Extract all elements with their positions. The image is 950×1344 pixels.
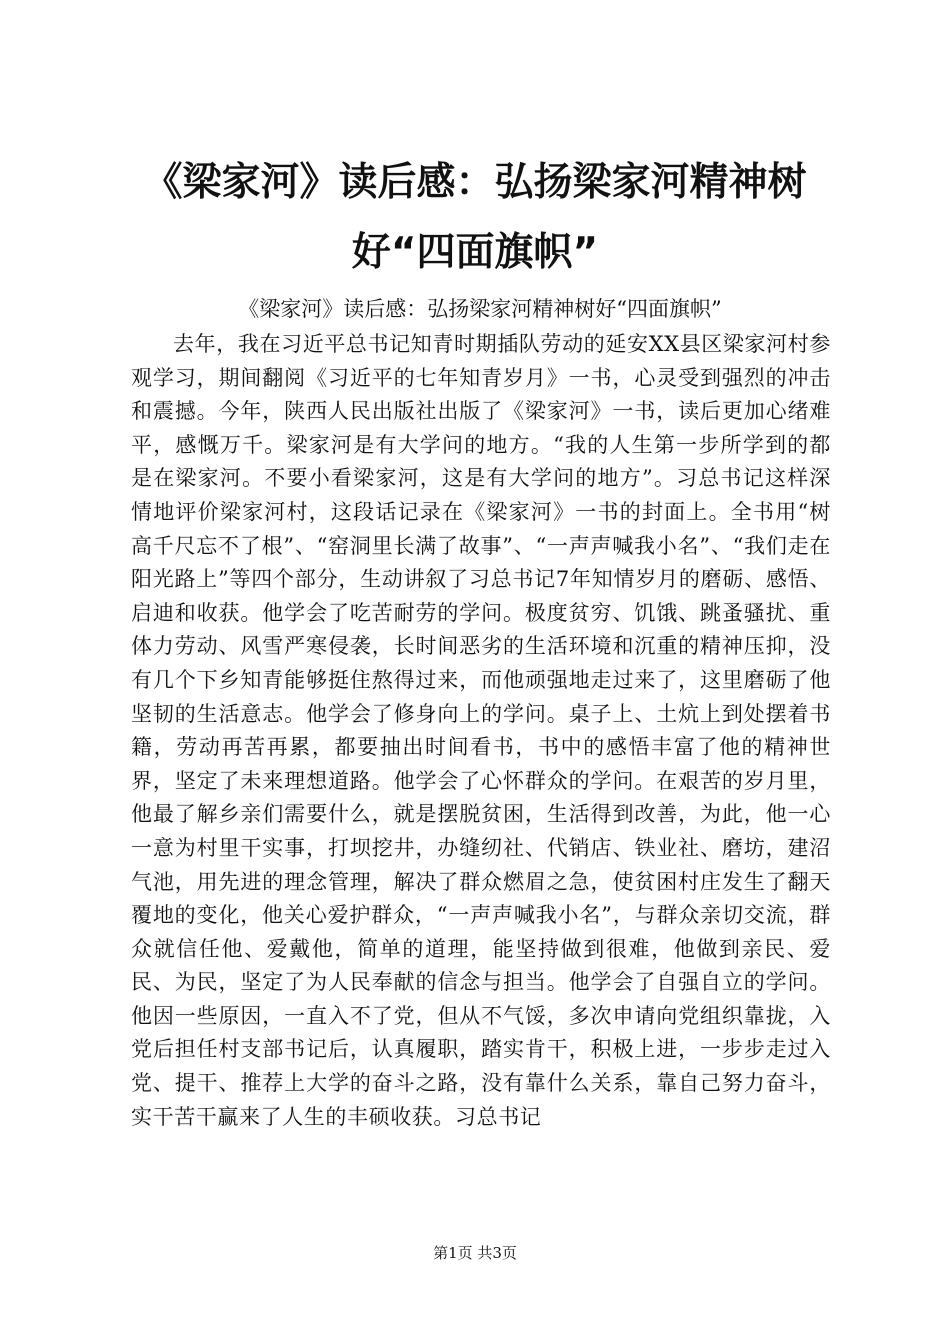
body-paragraph: 去年，我在习近平总书记知青时期插队劳动的延安XX县区梁家河村参观学习，期间翻阅《习近平的七年知青岁月》一书，心灵受到强烈的冲击和震撼。今年，陕西人民出版社出版了《梁家河》一书，读后更加心绪难平，感慨万千。梁家河是有大学问的地方。“我的人生第一步所学到的都是在梁家河。不要小看梁家河，这是有大学问的地方”。习总书记这样深情地评价梁家河村，这段话记录在《梁家河》一书的封面上。全书用“树高千尺忘不了根”、“窑洞里长满了故事”、“一声声喊我小名”、“我们走在阳光路上”等四个部分，生动讲叙了习总书记7年知情岁月的磨砺、感悟、启迪和收获。他学会了吃苦耐劳的学问。极度贫穷、饥饿、跳蚤骚扰、重体力劳动、风雪严寒侵袭，长时间恶劣的生活环境和沉重的精神压抑，没有几个下乡知青能够挺住熬得过来，而他顽强地走过来了，这里磨砺了他坚韧的生活意志。他学会了修身向上的学问。桌子上、土炕上到处摆着书籍，劳动再苦再累，都要抽出时间看书，书中的感悟丰富了他的精神世界，坚定了未来理想道路。他学会了心怀群众的学问。在艰苦的岁月里，他最了解乡亲们需要什么，就是摆脱贫困，生活得到改善，为此，他一心一意为村里干实事，打坝挖井，办缝纫社、代销店、铁业社、磨坊，建沼气池，用先进的理念管理，解决了群众燃眉之急，使贫困村庄发生了翻天覆地的变化，他关心爱护群众，“一声声喊我小名”，与群众亲切交流，群众就信任他、爱戴他，简单的道理，能坚持做到很难，他做到亲民、爱民、为民，坚定了为人民奉献的信念与担当。他学会了自强自立的学问。他因一些原因，一直入不了党，但从不气馁，多次申请向党组织靠拢，入党后担任村支部书记后，认真履职，踏实肯干，积极上进，一步步走过入党、提干、推荐上大学的奋斗之路，没有靠什么关系，靠自己努力奋斗，实干苦干赢来了人生的丰硕收获。习总书记: [131, 332, 831, 1129]
page-footer: 第1页 共3页: [433, 1244, 517, 1262]
document-title: 《梁家河》读后感：弘扬梁家河精神树好“四面旗帜”: [143, 160, 807, 275]
document-subtitle: 《梁家河》读后感：弘扬梁家河精神树好“四面旗帜”: [238, 297, 722, 321]
